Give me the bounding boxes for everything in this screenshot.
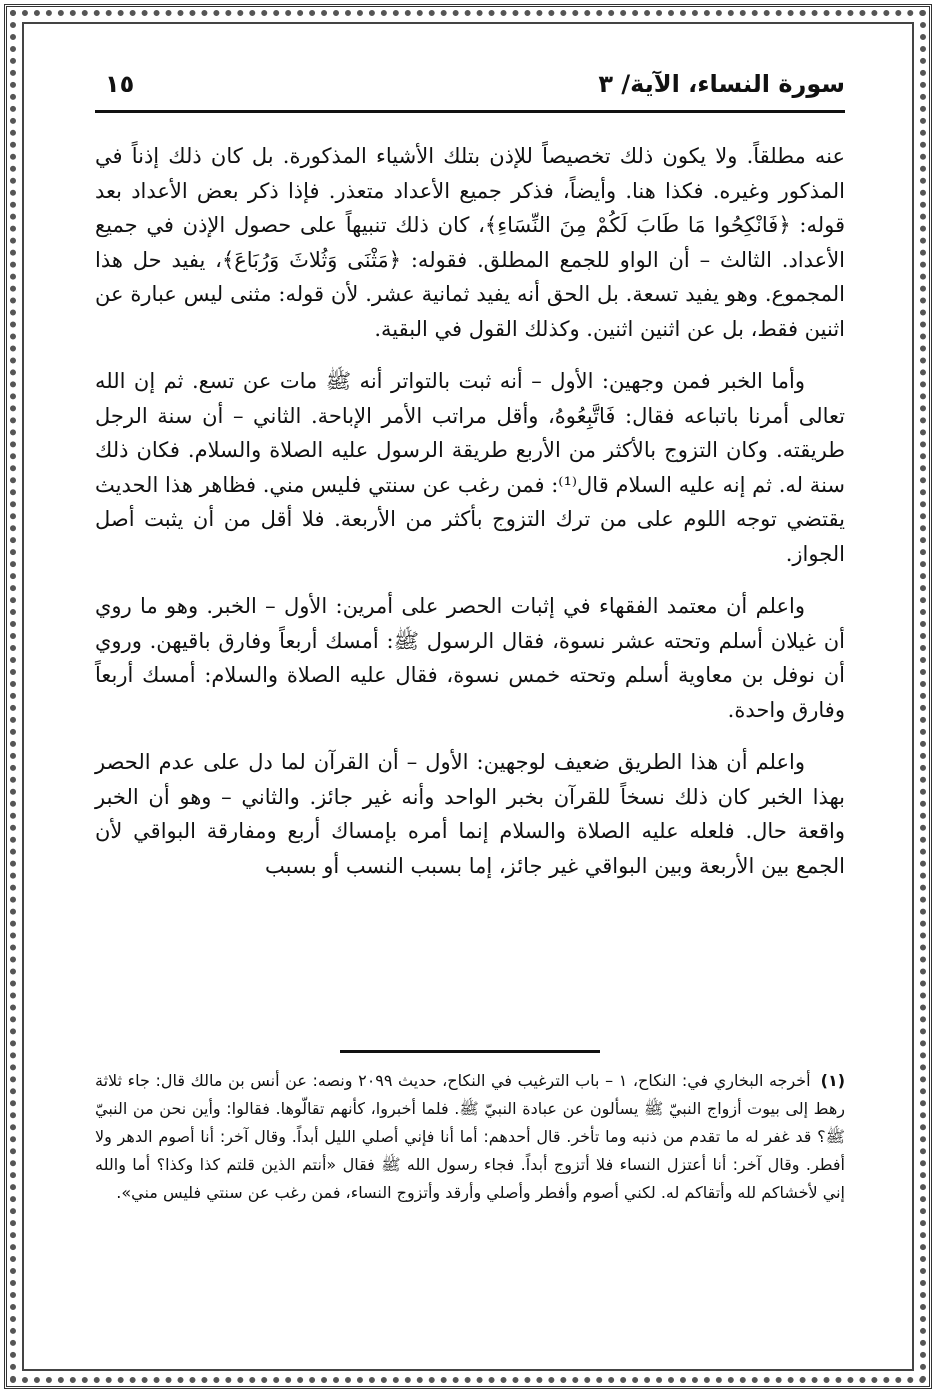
header-title: سورة النساء، الآية/ ٣ xyxy=(598,70,845,98)
paragraph-1: عنه مطلقاً. ولا يكون ذلك تخصيصاً للإذن بتلك الأشياء المذكورة. بل كان ذلك إذناً في المذكور وغيره. فكذا هنا. وأيضاً، فذكر جميع الأعداد متعذر. فإذا ذكر بعض الأعداد بعد قوله: ﴿فَانْكِحُوا مَا طَابَ لَكُمْ مِنَ النِّسَاءِ﴾، كان ذلك تنبيهاً على حصول الإذن في جميع الأعداد. الثالث – أن الواو للجمع المطلق. فقوله: ﴿مَثْنَى وَثُلاثَ وَرُبَاعَ﴾، يفيد حل هذا المجموع. وهو يفيد تسعة. بل الحق أنه يفيد ثمانية عشر. لأن قوله: مثنى ليس عبارة عن اثنين فقط، بل عن اثنين اثنين. وكذلك القول في البقية. xyxy=(95,144,845,341)
footnote-text: أخرجه البخاري في: النكاح، ١ – باب الترغيب في النكاح، حديث ٢٠٩٩ ونصه: عن أنس بن مالك قال: جاء ثلاثة رهط إلى بيوت أزواج النبيّ ﷺ يسألون عن عبادة النبيّ ﷺ. فلما أخبروا، كأنهم تقالّوها. فقالوا: وأين نحن من النبيّ ﷺ؟ قد غفر له ما تقدم من ذنبه وما تأخر. قال أحدهم: أما أنا فإني أصلي الليل أبداً. وقال آخر: أنا أصوم الدهر ولا أفطر. وقال آخر: أنا أعتزل النساء فلا أتزوج أبداً. فجاء رسول الله ﷺ فقال «أنتم الذين قلتم كذا وكذا؟ أما والله إني لأخشاكم لله وأتقاكم له. لكني أصوم وأفطر وأصلي وأرقد وأتزوج النساء، فمن رغب عن سنتي فليس مني». xyxy=(95,1071,845,1202)
body-text xyxy=(95,139,845,883)
footnote-number: (١) xyxy=(820,1071,846,1090)
paragraph-2: وأما الخبر فمن وجهين: الأول – أنه ثبت بالتواتر أنه ﷺ مات عن تسع. ثم إن الله تعالى أمرنا باتباعه فقال: فَاتَّبِعُوهُ، وأقل مراتب الأمر الإباحة. الثاني – أن سنة الرجل طريقته. وكان التزوج بالأكثر من الأربع طريقة الرسول عليه الصلاة والسلام. فكان ذلك سنة له. ثم إنه عليه السلام قال⁽¹⁾: فمن رغب عن سنتي فليس مني. فظاهر هذا الحديث يقتضي توجه اللوم على من ترك التزوج بأكثر من الأربعة. فلا أقل من أن يثبت أصل الجواز. xyxy=(95,369,846,566)
footnote-separator xyxy=(340,1050,600,1053)
footnote-section xyxy=(95,1024,845,1207)
paragraph-4: واعلم أن هذا الطريق ضعيف لوجهين: الأول – أن القرآن لما دل على عدم الحصر بهذا الخبر كان ذلك نسخاً للقرآن بخبر الواحد وأنه غير جائز. والثاني – وهو أن الخبر واقعة حال. فلعله عليه الصلاة والسلام إنما أمره بإمساك أربع ومفارقة البواقي لأن الجمع بين الأربعة وبين البواقي غير جائز، إما بسبب النسب أو بسبب xyxy=(95,750,845,878)
footnote xyxy=(95,1067,845,1207)
paragraph-3: واعلم أن معتمد الفقهاء في إثبات الحصر على أمرين: الأول – الخبر. وهو ما روي أن غيلان أسلم وتحته عشر نسوة، فقال الرسول ﷺ: أمسك أربعاً وفارق باقيهن. وروي أن نوفل بن معاوية أسلم وتحته خمس نسوة، فقال عليه الصلاة والسلام: أمسك أربعاً وفارق واحدة. xyxy=(95,594,845,722)
document-page xyxy=(95,64,845,1374)
running-header xyxy=(95,64,845,113)
page-number: ١٥ xyxy=(105,70,135,98)
